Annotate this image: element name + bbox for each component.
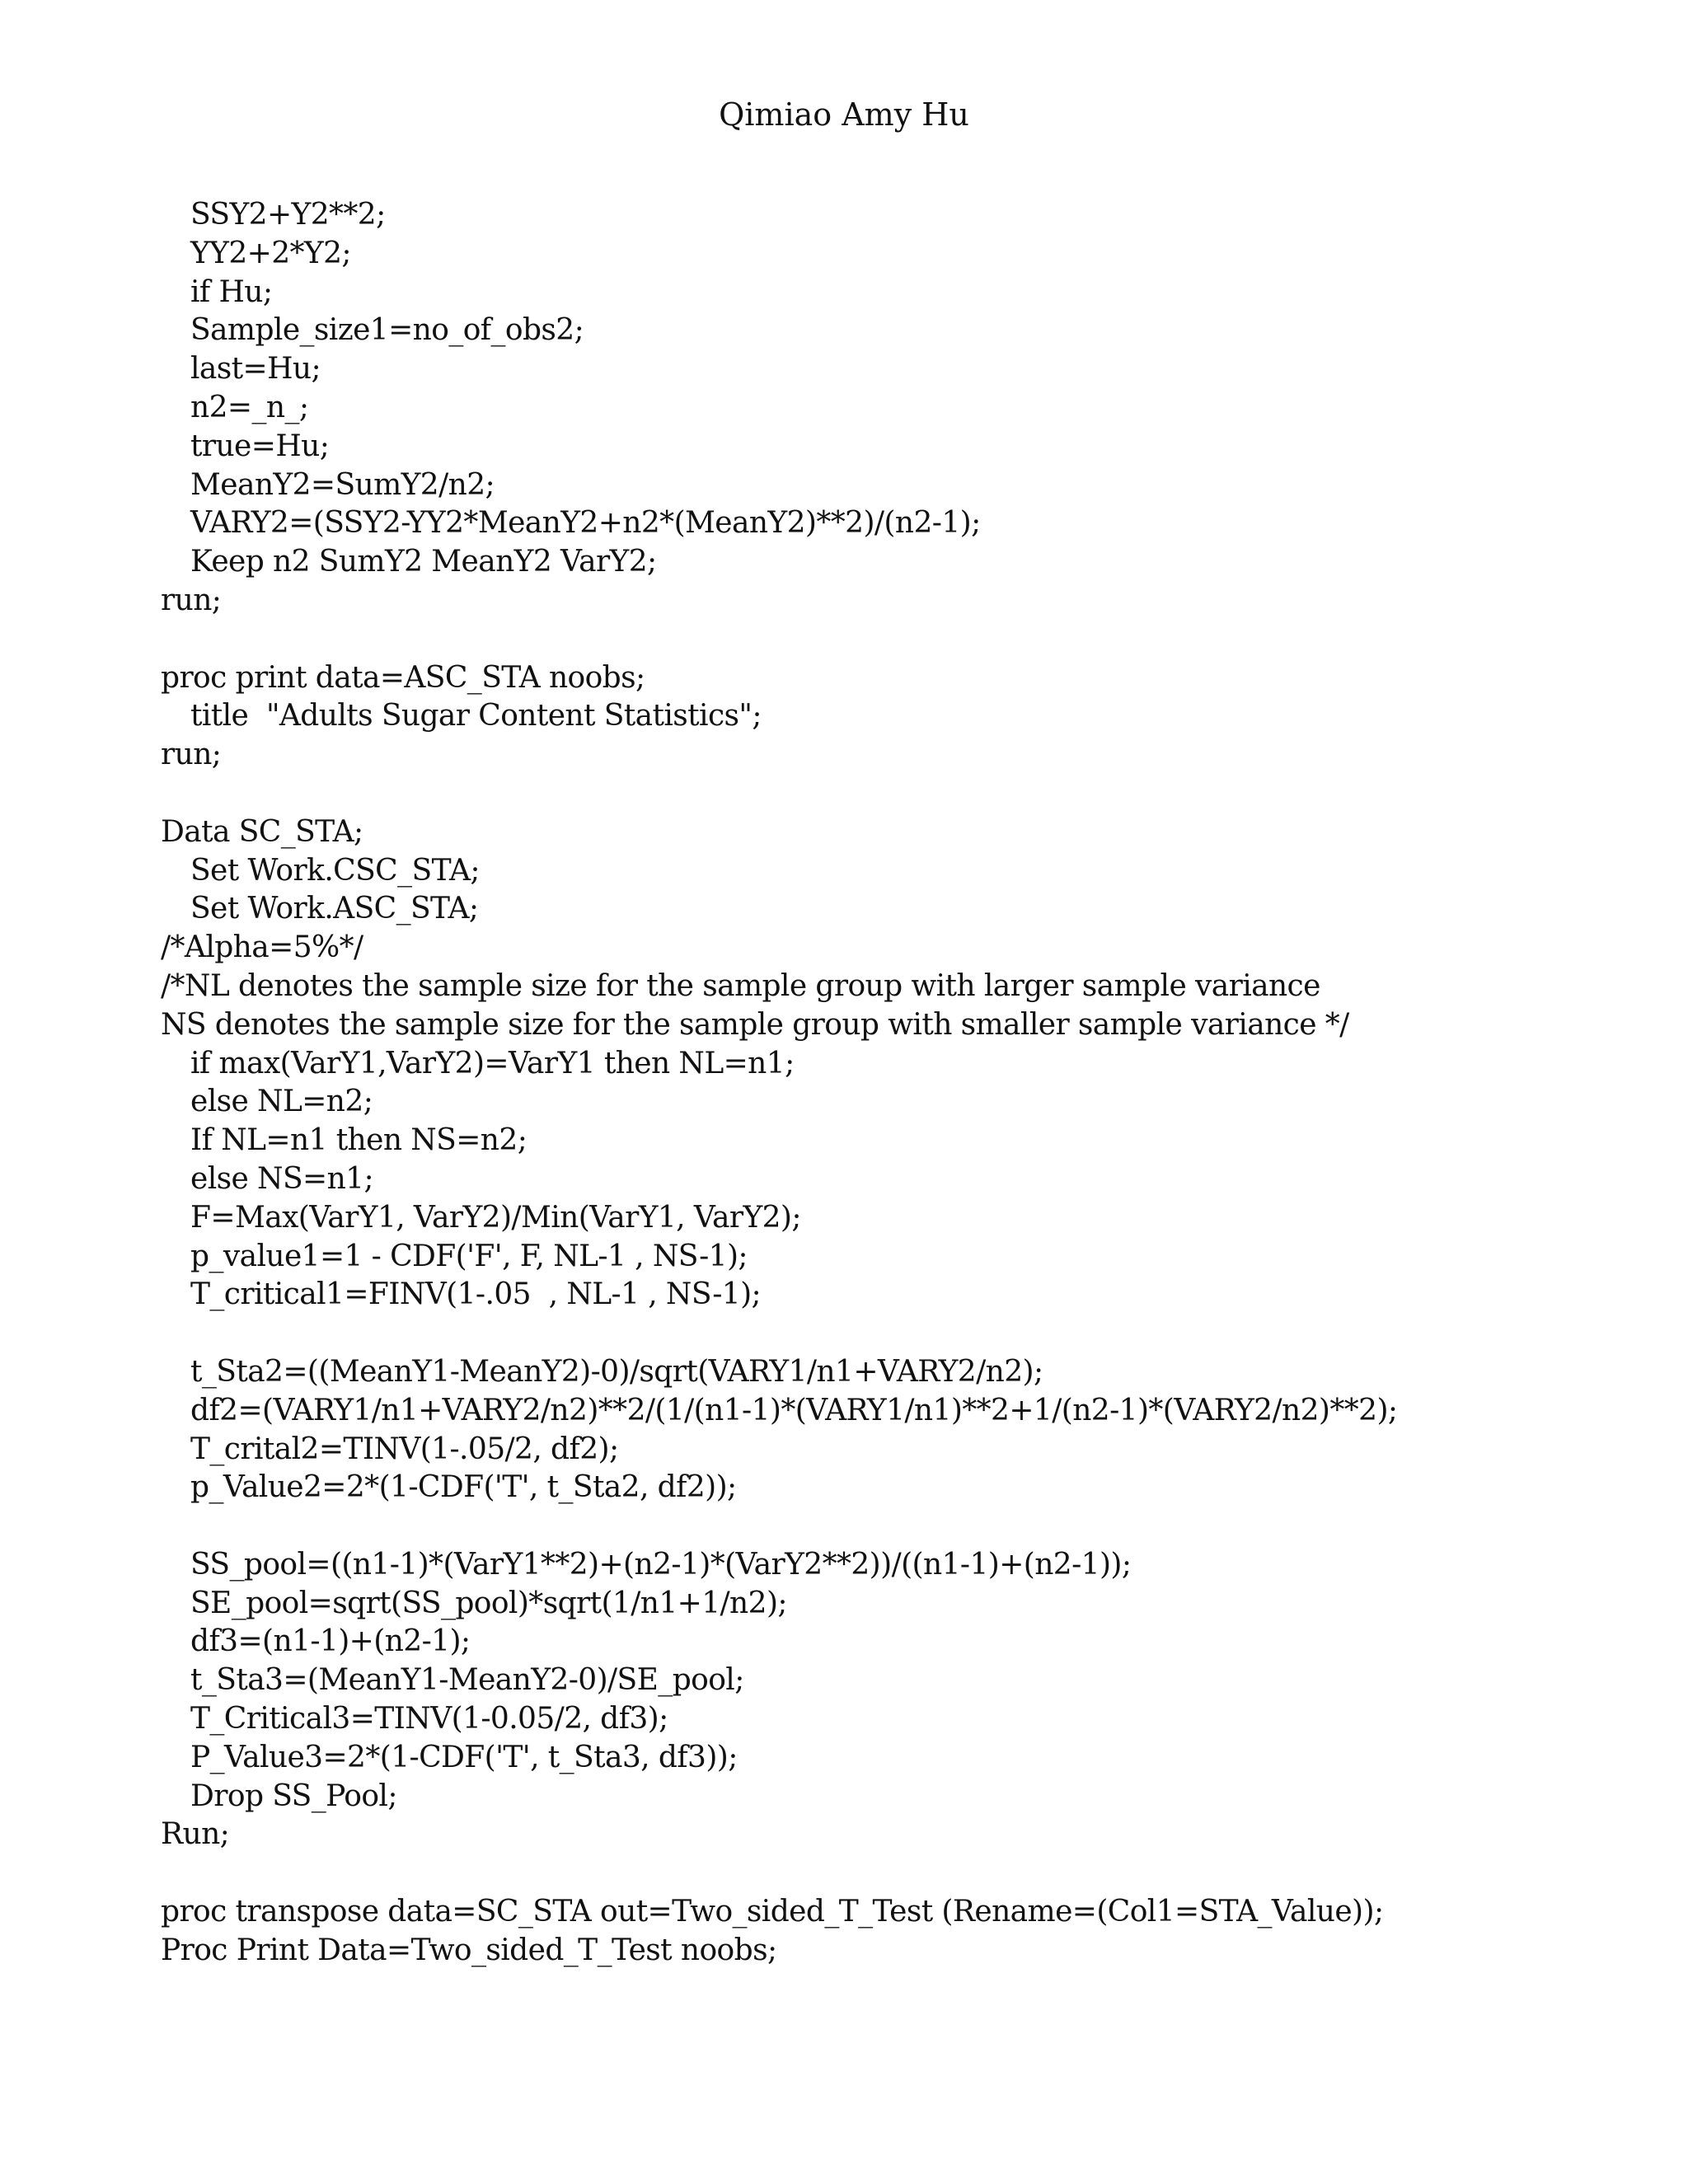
code-line: title "Adults Sugar Content Statistics"; xyxy=(190,699,762,733)
code-line: n2=_n_; xyxy=(190,390,309,424)
blank-line xyxy=(161,1507,1562,1546)
code-line: /*Alpha=5%*/ xyxy=(161,930,363,965)
code-line: last=Hu; xyxy=(190,352,321,387)
code-line: NS denotes the sample size for the sample group with smaller sample variance */ xyxy=(161,1007,1349,1042)
code-line: t_Sta2=((MeanY1-MeanY2)-0)/sqrt(VARY1/n1+VARY2/n2); xyxy=(190,1354,1043,1389)
code-line: else NS=n1; xyxy=(190,1161,373,1196)
code-line: If NL=n1 then NS=n2; xyxy=(190,1123,528,1158)
code-line: SSY2+Y2**2; xyxy=(190,198,386,232)
code-line: T_crital2=TINV(1-.05/2, df2); xyxy=(190,1432,619,1466)
code-line: proc transpose data=SC_STA out=Two_sided_T_Test (Rename=(Col1=STA_Value)); xyxy=(161,1895,1384,1929)
code-line: SS_pool=((n1-1)*(VarY1**2)+(n2-1)*(VarY2**2))/((n1-1)+(n2-1)); xyxy=(190,1547,1132,1582)
blank-line xyxy=(161,1315,1562,1353)
code-line: Keep n2 SumY2 MeanY2 VarY2; xyxy=(190,545,657,579)
code-line: Data SC_STA; xyxy=(161,814,363,849)
code-line: if max(VarY1,VarY2)=VarY1 then NL=n1; xyxy=(190,1046,795,1080)
code-line: Set Work.CSC_STA; xyxy=(190,853,480,888)
code-line: P_Value3=2*(1-CDF('T', t_Sta3, df3)); xyxy=(190,1740,738,1774)
code-line: p_Value2=2*(1-CDF('T', t_Sta2, df2)); xyxy=(190,1470,737,1505)
code-line: /*NL denotes the sample size for the sample group with larger sample variance xyxy=(161,968,1320,1003)
code-line: p_value1=1 - CDF('F', F, NL-1 , NS-1); xyxy=(190,1239,748,1273)
code-line: proc print data=ASC_STA noobs; xyxy=(161,660,645,695)
code-line: Run; xyxy=(161,1817,230,1852)
code-line: t_Sta3=(MeanY1-MeanY2-0)/SE_pool; xyxy=(190,1663,744,1698)
code-line: run; xyxy=(161,583,222,617)
code-line: YY2+2*Y2; xyxy=(190,236,351,270)
blank-line xyxy=(161,1854,1562,1893)
code-line: MeanY2=SumY2/n2; xyxy=(190,467,495,502)
blank-line xyxy=(161,621,1562,659)
code-line: Drop SS_Pool; xyxy=(190,1779,397,1813)
code-line: SE_pool=sqrt(SS_pool)*sqrt(1/n1+1/n2); xyxy=(190,1586,787,1620)
code-line: true=Hu; xyxy=(190,429,330,463)
code-line: Sample_size1=no_of_obs2; xyxy=(190,313,584,348)
code-line: df3=(n1-1)+(n2-1); xyxy=(190,1624,471,1659)
code-line: run; xyxy=(161,738,222,772)
code-line: VARY2=(SSY2-YY2*MeanY2+n2*(MeanY2)**2)/(n2-1); xyxy=(190,506,981,541)
code-line: Proc Print Data=Two_sided_T_Test noobs; xyxy=(161,1933,777,1967)
code-line: df2=(VARY1/n1+VARY2/n2)**2/(1/(n1-1)*(VARY1/n1)**2+1/(n2-1)*(VARY2/n2)**2); xyxy=(190,1393,1398,1427)
code-line: Set Work.ASC_STA; xyxy=(190,892,479,926)
blank-line xyxy=(161,775,1562,813)
code-line: else NL=n2; xyxy=(190,1085,373,1119)
code-line: if Hu; xyxy=(190,274,273,309)
code-line: F=Max(VarY1, VarY2)/Min(VarY1, VarY2); xyxy=(190,1200,801,1235)
page-header-author: Qimiao Amy Hu xyxy=(719,96,969,133)
code-line: T_critical1=FINV(1-.05 , NL-1 , NS-1); xyxy=(190,1277,762,1312)
code-line: T_Critical3=TINV(1-0.05/2, df3); xyxy=(190,1702,668,1736)
code-listing xyxy=(161,196,1562,1971)
